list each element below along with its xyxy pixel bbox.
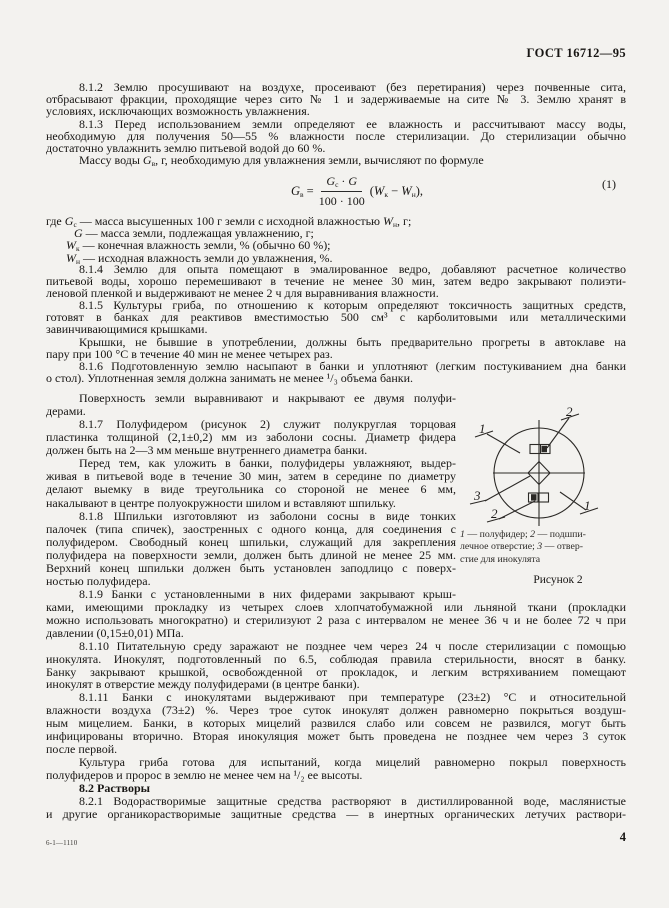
leader-3-left — [485, 476, 530, 501]
text-line: условиях, исключающих возможность увлажнения. — [46, 104, 310, 119]
text-line: 8.1.11 Банки с инокулятами выдерживают при температуре (23±2) °С и относительной — [79, 690, 626, 705]
fraction-denominator: 100 · 100 — [318, 193, 365, 208]
text-line: $W_к$ — конечная влажность земли, % (обычно 60 %); — [66, 238, 331, 254]
text-line: 1 — полуфидер; 2 — подшпи- — [460, 529, 586, 540]
print-order-note: 6-1—1110 — [46, 839, 78, 847]
figure-caption — [460, 529, 656, 566]
paragraph-block-narrow — [46, 392, 456, 601]
formula-rhs: $(W_к - W_н)$, — [369, 183, 424, 199]
text-line: о стол). Уплотненная земля должна занимать не менее ¹/₃ объема банки. — [46, 370, 414, 385]
text-line: инокулята. Инокулят, подготовленный по 6.5, соблюдая правила стерильности, вносят в банку. — [46, 651, 626, 666]
text-line: палочек (типа спичек), заостренных с одного конца, для соединения с — [46, 521, 456, 536]
standard-designation: ГОСТ 16712—95 — [526, 46, 626, 60]
text-line: Банку закрывают крышкой, освобожденной от прокладок, и легким встряхиванием помещают — [46, 664, 626, 679]
text-line: питьевой воды, хорошо перемешивают в течение не менее 30 мин, затем ведро закрывают полиэти- — [46, 274, 626, 289]
leader-2-bottom — [499, 501, 535, 519]
label-1-top-left: 1 — [479, 421, 486, 436]
paragraph-block-bottom — [46, 601, 626, 820]
text-line: 8.1.6 Подготовленную землю насыпают в банки и уплотняют (легким постукиванием дна банки — [79, 358, 626, 373]
text-line: можно использовать многократно) и стерилизуют 2 раза с интервалом не менее 36 ч и не более 72 ч при — [46, 612, 626, 627]
text-line: завинчивающимися крышками. — [46, 322, 208, 337]
text-line: живая в питьевой воде в течение 30 мин, затем в середине по диаметру — [46, 469, 456, 484]
text-line: полуфидера на поверхности земли, должен быть длиной не менее 25 мм. — [46, 547, 456, 562]
text-line: необходимую для получения 50—55 % влажности после стерилизации. До стерилизации обычно — [46, 128, 626, 143]
text-line: отбрасывают фракции, проходящие через сито № 1 и задерживаемые на сите № 3. Землю хранят в — [46, 92, 626, 107]
formula-fraction — [319, 174, 365, 209]
text-line: лечное отверстие; 3 — отвер- — [460, 541, 583, 553]
text-line: и другие органикорастворимые защитные средства — в инертных органических летучих раствори- — [46, 806, 626, 821]
text-line: готовят в банках для реактивов вместимостью 500 см³ с карболитовыми или металлическими — [46, 310, 626, 325]
equation-number: (1) — [602, 177, 616, 191]
text-line: 8.1.8 Шпильки изготовляют из заболони сосны в виде тонких — [79, 508, 456, 523]
text-line: 8.1.10 Питательную среду заражают не позднее чем через 24 ч после стерилизации с помощью — [79, 638, 626, 653]
feeder-drawing — [470, 414, 598, 526]
text-line: накалывают в центре полуокружности шилом и вставляют шпильку. — [46, 495, 396, 510]
figure-title: Рисунок 2 — [533, 574, 583, 586]
text-line: Поверхность земли выравнивают и накрывают ее двумя полуфи- — [79, 391, 456, 405]
text-line: G — масса земли, подлежащая увлажнению, г; — [74, 226, 314, 241]
text-line: 8.1.4 Землю для опыта помещают в эмалированное ведро, добавляют расчетное количество — [79, 262, 626, 276]
pin-top-fill — [542, 446, 548, 452]
text-line: 8.1.3 Перед использованием земли определяют ее влажность и рассчитывают массу воды, — [79, 116, 626, 131]
label-3-left: 3 — [474, 488, 481, 503]
label-2-bottom: 2 — [491, 506, 498, 521]
text-line: 8.2 Растворы — [79, 780, 150, 795]
leader-1-bottom-right — [560, 492, 586, 510]
text-line: 8.1.5 Культуры гриба, по отношению к которым определяют токсичность защитных средств, — [79, 298, 626, 313]
text-line: Верхний конец шпильки должен быть установлен заподлицо с поверх- — [46, 560, 456, 575]
label-2-top-right: 2 — [566, 404, 573, 419]
text-line: инфицированы вторично. Вторая инокуляция может быть проведена не позднее чем через 3 суток — [46, 729, 626, 744]
text-line: пластинка толщиной (2,1±0,2) мм из заболони сосны. Диаметр фидера — [46, 430, 456, 445]
text-line: после первой. — [46, 741, 118, 756]
fraction-numerator: $G_с \cdot G$ — [321, 174, 362, 192]
text-line: 8.1.2 Землю просушивают на воздухе, просеивают (без перетирания) через почвенные сита, — [79, 80, 626, 94]
paragraph-block-top — [46, 80, 626, 169]
formula-lhs: $G_в$ = — [290, 183, 314, 199]
text-line: стие для инокулята — [460, 553, 541, 565]
leader-2-top-right — [547, 418, 569, 448]
text-line: 8.2.1 Водорастворимые защитные средства растворяют в дистиллированной воде, маслянистые — [79, 793, 626, 808]
text-line: леновой пленкой и выдерживают не менее 2 ч для выравнивания влажности. — [46, 286, 439, 301]
formula-expression — [46, 170, 626, 212]
label-1-bottom-right: 1 — [584, 498, 591, 513]
text-line: Культура гриба готова для испытаний, когда мицелий равномерно покрыл поверхность — [79, 754, 626, 769]
text-line: пару при 100 °С в течение 40 мин не менее четырех раз. — [46, 346, 333, 361]
text-line: влажности воздуха (73±2) %. Через трое суток инокулят должен равномерно покрыться воздуш- — [46, 703, 626, 718]
text-line: 8.1.9 Банки с установленными в них фидерами закрывают крыш- — [79, 586, 456, 601]
text-line: должен быть на 2—3 мм меньше внутреннего диаметра банки. — [46, 443, 368, 458]
text-line: ками, имеющими прокладку из четырех слоев хлопчатобумажной или льняной ткани (прокладки — [46, 600, 626, 614]
text-line: Крышки, не бывшие в употреблении, должны быть предварительно прогреты в автоклаве на — [79, 334, 626, 349]
text-line: Массу воды $G_в$, г, необходимую для увлажнения земли, вычисляют по формуле — [79, 153, 484, 169]
text-line: ностью полуфидера. — [46, 573, 151, 588]
formula-legend — [46, 215, 626, 264]
paragraph-block-mid — [46, 263, 626, 384]
text-line: ным мицелием. Банки, в которых мицелий развился слабо или совсем не развился, могут быть — [46, 716, 626, 731]
leader-1-top-left — [487, 434, 520, 453]
text-line: давлении (0,15±0,01) МПа. — [46, 625, 184, 640]
text-line: достаточно увлажнить землю питьевой водой до 60 %. — [46, 141, 326, 156]
text-line: полуфидером. Свободный конец шпильки, служащий для закрепления — [46, 534, 456, 549]
text-line: $W_н$ — исходная влажность земли до увлажнения, %. — [66, 250, 333, 266]
text-line: Перед тем, как уложить в банки, полуфидеры увлажняют, выдер- — [79, 456, 456, 471]
text-line: делают выемку в виде треугольника со стороной не менее 6 мм, — [46, 482, 456, 497]
text-line: где $G_с$ — масса высушенных 100 г земли с исходной влажностью $W_н$, г; — [46, 214, 412, 229]
text-line: инокулят в отверстие между полуфидерами (в центре банки). — [46, 677, 360, 692]
text-line: полуфидеров и пророс в землю не менее чем на ¹/₂ ее высоты. — [46, 767, 363, 782]
text-line: дерами. — [46, 404, 86, 419]
pin-bottom-fill — [531, 494, 537, 500]
text-line: 8.1.7 Полуфидером (рисунок 2) служит полукруглая торцовая — [79, 417, 456, 432]
figure-2-diagram — [467, 401, 653, 531]
page-number: 4 — [619, 830, 626, 844]
formula-1 — [46, 170, 626, 212]
